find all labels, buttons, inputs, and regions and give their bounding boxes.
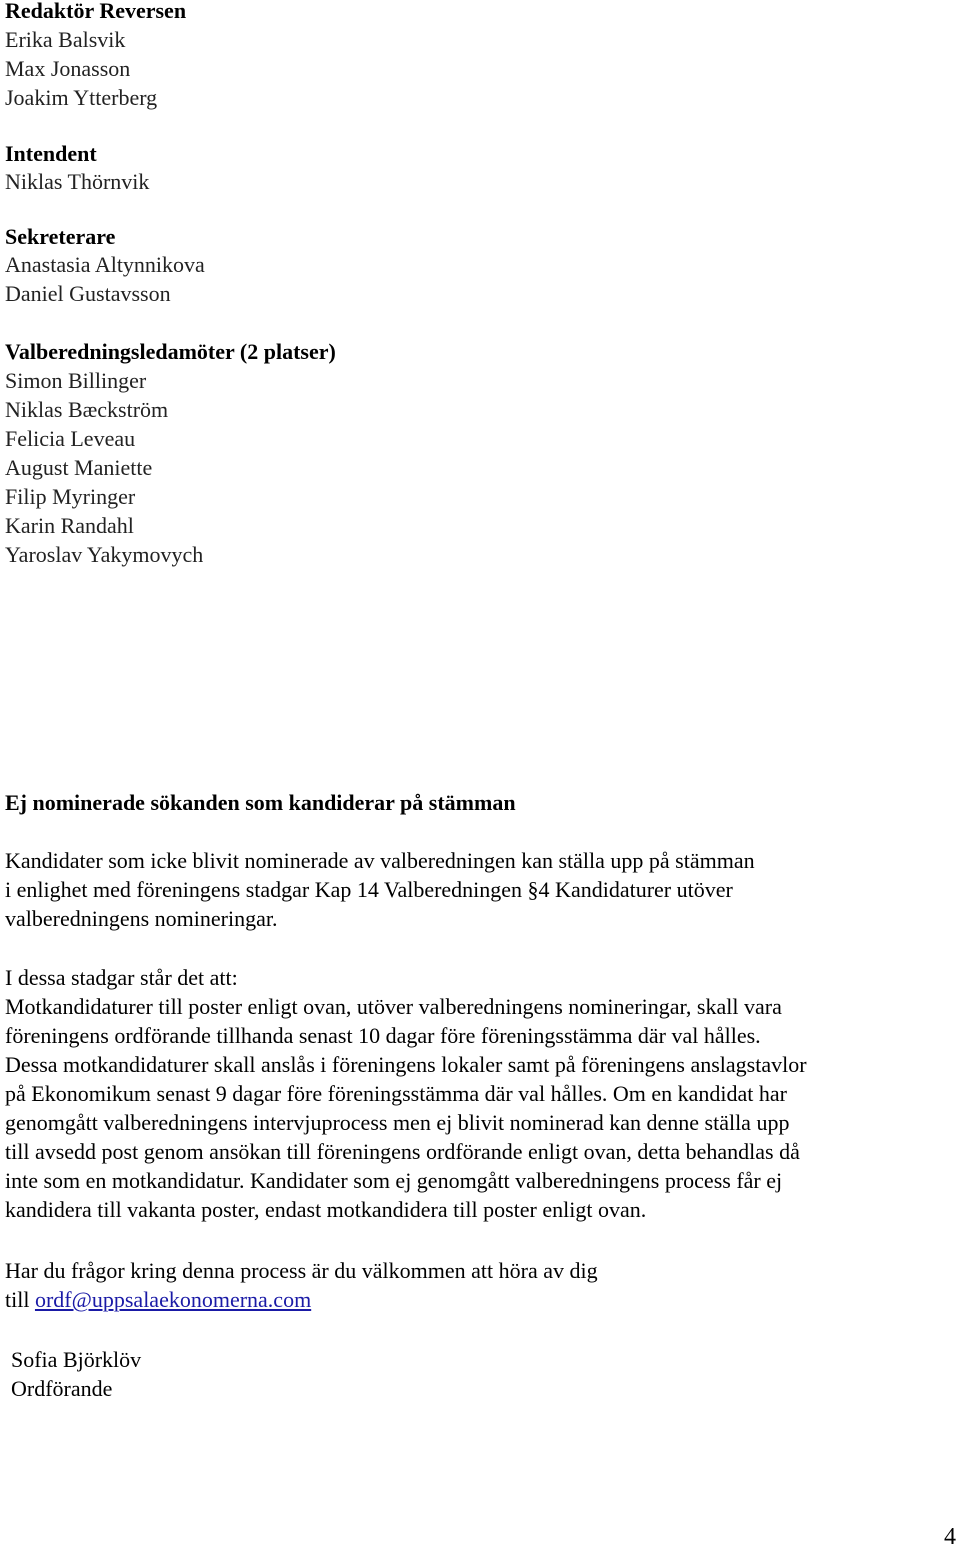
contact-prefix: till [5,1287,30,1312]
member-name: Joakim Ytterberg [5,85,158,110]
member-name: Karin Randahl [5,513,134,538]
contact-email-link[interactable]: ordf@uppsalaekonomerna.com [34,1287,312,1312]
paragraph-line: Kandidater som icke blivit nominerade av valberedningen kan ställa upp på stämman [5,848,755,873]
paragraph-line: Dessa motkandidaturer skall anslås i föreningens lokaler samt på föreningens anslagstavlor [5,1052,807,1077]
signature-name: Sofia Björklöv [11,1347,142,1372]
paragraph-line: inte som en motkandidatur. Kandidater som ej genomgått valberedningens process får ej [5,1168,783,1193]
role-title: Sekreterare [5,224,116,249]
signature-title: Ordförande [11,1376,113,1401]
member-name: Niklas Thörnvik [5,169,150,194]
role-title: Valberedningsledamöter (2 platser) [5,339,336,364]
paragraph-line: Motkandidaturer till poster enligt ovan, utöver valberedningens nomineringar, skall vara [5,994,782,1019]
contact-line: Har du frågor kring denna process är du välkommen att höra av dig [5,1258,598,1283]
member-name: Max Jonasson [5,56,131,81]
member-name: August Maniette [5,455,153,480]
member-name: Yaroslav Yakymovych [5,542,204,567]
paragraph-line: I dessa stadgar står det att: [5,965,238,990]
member-name: Daniel Gustavsson [5,281,171,306]
role-title: Redaktör Reversen [5,0,187,23]
member-name: Erika Balsvik [5,27,126,52]
paragraph-line: valberedningens nomineringar. [5,906,278,931]
contact-line [5,1285,311,1314]
paragraph-line: till avsedd post genom ansökan till föreningens ordförande enligt ovan, detta behandlas då [5,1139,800,1164]
member-name: Simon Billinger [5,368,147,393]
paragraph-line: i enlighet med föreningens stadgar Kap 14 Valberedningen §4 Kandidaturer utöver [5,877,733,902]
section-heading: Ej nominerade sökanden som kandiderar på stämman [5,790,516,815]
member-name: Anastasia Altynnikova [5,252,205,277]
member-name: Filip Myringer [5,484,136,509]
role-title: Intendent [5,141,97,166]
paragraph-line: genomgått valberedningens intervjuprocess men ej blivit nominerad kan denne ställa upp [5,1110,790,1135]
paragraph-line: på Ekonomikum senast 9 dagar före föreningsstämma där val hålles. Om en kandidat har [5,1081,787,1106]
member-name: Felicia Leveau [5,426,136,451]
paragraph-line: kandidera till vakanta poster, endast motkandidera till poster enligt ovan. [5,1197,647,1222]
paragraph-line: föreningens ordförande tillhanda senast 10 dagar före föreningsstämma där val hålles. [5,1023,761,1048]
page-number: 4 [944,1524,956,1550]
member-name: Niklas Bæckström [5,397,169,422]
